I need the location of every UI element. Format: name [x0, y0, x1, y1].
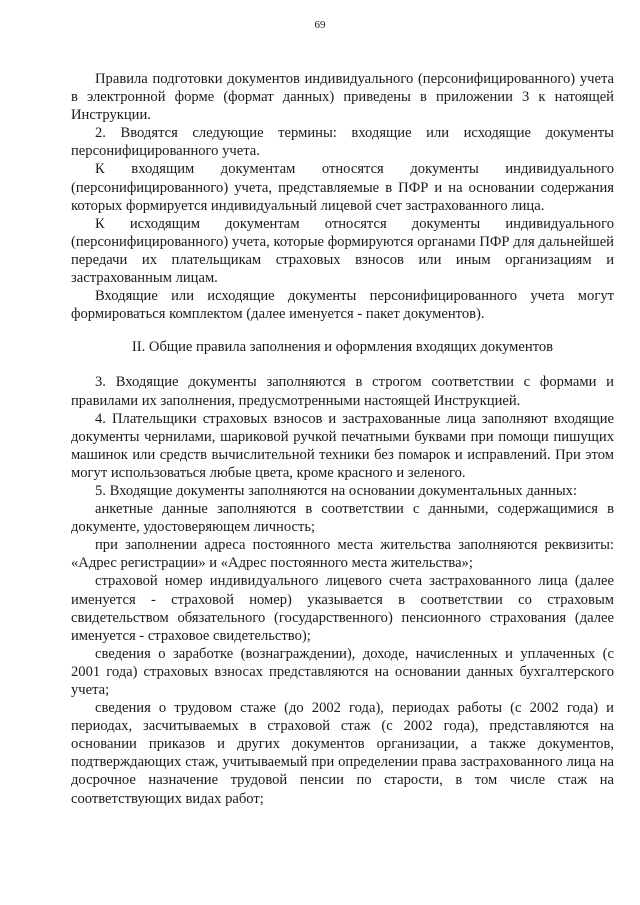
paragraph-insurance-number: страховой номер индивидуального лицевого счета застрахованного лица (далее именуется - страховой номер) указывается в соответствии со страховым свидетельством обязательного (государственного) пенсионного страхования (далее именуется - страховое свидетельство); [71, 573, 614, 644]
paragraph-incoming-definition: К входящим документам относятся документы индивидуального (персонифицированного) учета, представляемые в ПФР и на основании содержания которых формируется индивидуальный лицевой счет застрахованного лица. [71, 161, 614, 214]
paragraph-item-5: 5. Входящие документы заполняются на основании документальных данных: [95, 482, 578, 499]
paragraph-electronic-format: Правила подготовки документов индивидуального (персонифицированного) учета в электронной форме (формат данных) приведены в приложении 3 к натоящей Инструкции. [71, 71, 614, 124]
paragraph-address: при заполнении адреса постоянного места жительства заполняются реквизиты: «Адрес регистрации» и «Адрес постоянного места жительства»; [71, 537, 614, 572]
section-heading: II. Общие правила заполнения и оформления входящих документов [131, 339, 554, 356]
paragraph-document-package: Входящие или исходящие документы персонифицированного учета могут формироваться комплектом (далее именуется - пакет документов). [71, 288, 614, 323]
document-body [71, 70, 614, 808]
paragraph-earnings: сведения о заработке (вознаграждении), доходе, начисленных и уплаченных (с 2001 года) страховых взносах представляются на основании данных бухгалтерского учета; [71, 645, 614, 698]
paragraph-terms: 2. Вводятся следующие термины: входящие или исходящие документы персонифицированного учета. [71, 125, 614, 160]
paragraph-outgoing-definition: К исходящим документам относятся документы индивидуального (персонифицированного) учета, которые формируются органами ПФР для дальнейшей передачи их плательщикам страховых взносов или иным организациям и застрахованным лицам. [71, 215, 614, 287]
paragraph-item-4: 4. Плательщики страховых взносов и застрахованные лица заполняют входящие документы чернилами, шариковой ручкой печатными буквами при помощи пишущих машинок или средств вычислительной техники без помарок и исправлений. При этом могут использоваться любые цвета, кроме красного и зеленого. [71, 410, 614, 481]
paragraph-work-experience: сведения о трудовом стаже (до 2002 года), периодах работы (с 2002 года) и периодах, засчитываемых в страховой стаж (с 2002 года), представляются на основании приказов и других документов организации, а также документов, подтверждающих стаж, учитываемый при определении права застрахованного лица на досрочное назначение трудовой пенсии по старости, в том числе стаж на соответствующих видах работ; [71, 700, 614, 807]
page-number: 69 [314, 19, 326, 31]
paragraph-item-3: 3. Входящие документы заполняются в строгом соответствии с формами и правилами их заполнения, предусмотренными настоящей Инструкцией. [71, 374, 614, 409]
paragraph-personal-data: анкетные данные заполняются в соответствии с данными, содержащимися в документе, удостоверяющем личность; [71, 501, 614, 536]
